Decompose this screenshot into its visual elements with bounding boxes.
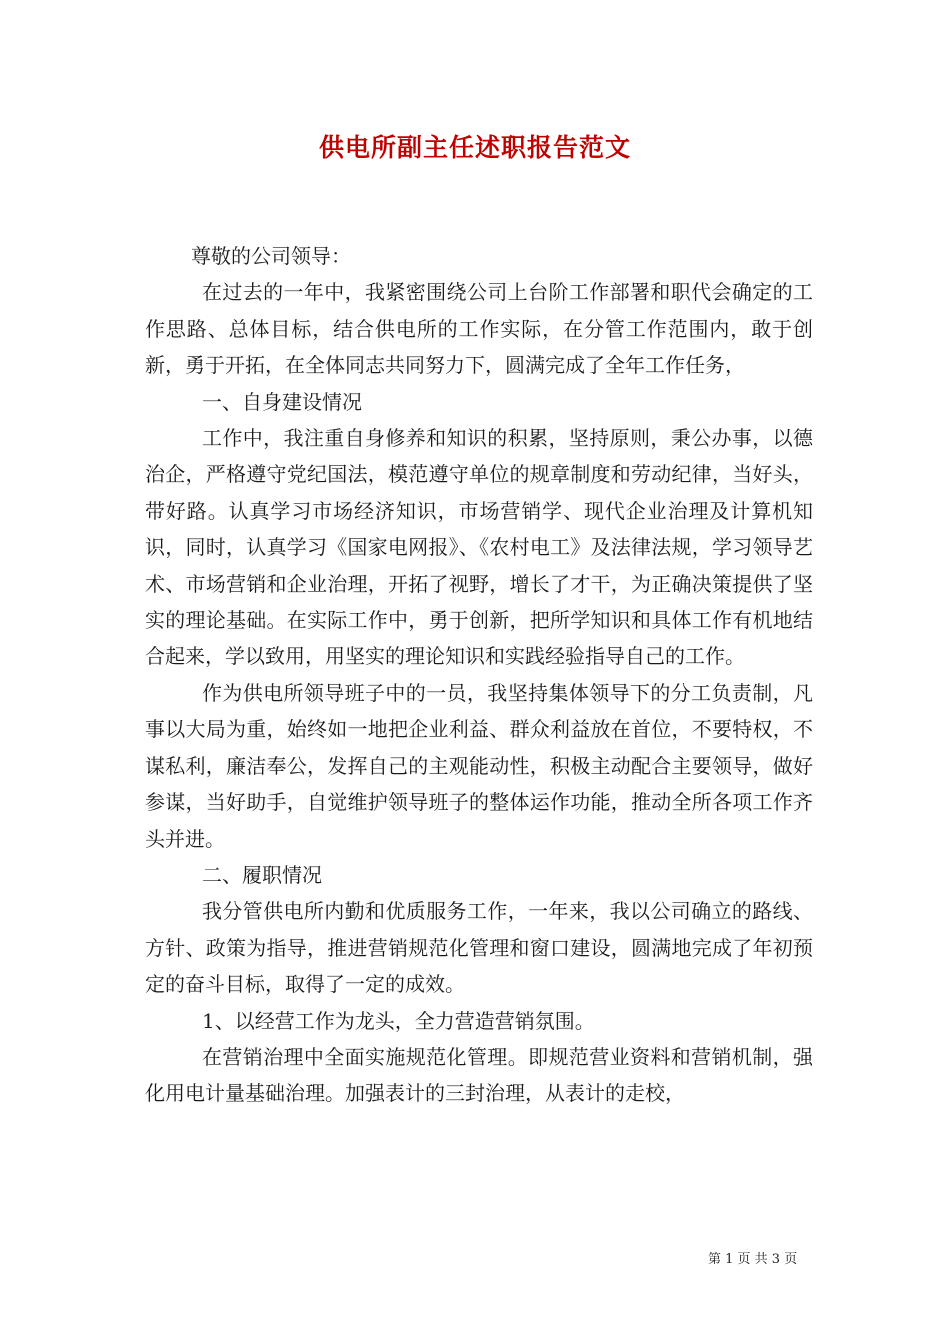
subheading-1: 1、以经营工作为龙头，全力营造营销氛围。 [202,1008,595,1033]
paragraph-intro: 在过去的一年中，我紧密围绕公司上台阶工作部署和职代会确定的工作思路、总体目标，结合供电所的工作实际，在分管工作范围内，敢于创新，勇于开拓，在全体同志共同努力下，圆满完成了全年工作任务， [145,280,813,378]
paragraph-duties: 我分管供电所内勤和优质服务工作，一年来，我以公司确立的路线、方针、政策为指导，推进营销规范化管理和窗口建设，圆满地完成了年初预定的奋斗目标，取得了一定的成效。 [145,899,813,997]
greeting: 尊敬的公司领导： [191,244,351,268]
paragraph-marketing: 在营销治理中全面实施规范化管理。即规范营业资料和营销机制，强化用电计量基础治理。加强表计的三封治理，从表计的走校， [145,1044,813,1106]
section-heading-1: 一、自身建设情况 [202,389,362,414]
paragraph-team-role: 作为供电所领导班子中的一员，我坚持集体领导下的分工负责制，凡事以大局为重，始终如一地把企业利益、群众利益放在首位，不要特权，不谋私利，廉洁奉公，发挥自己的主观能动性，积极主动配合主要领导，做好参谋，当好助手，自觉维护领导班子的整体运作功能，推动全所各项工作齐头并进。 [145,680,813,851]
paragraph-self-building: 工作中，我注重自身修养和知识的积累，坚持原则，秉公办事，以德治企，严格遵守党纪国法，模范遵守单位的规章制度和劳动纪律，当好头，带好路。认真学习市场经济知识，市场营销学、现代企业治理及计算机知识，同时，认真学习《国家电网报》、《农村电工》及法律法规，学习领导艺术、市场营销和企业治理，开拓了视野，增长了才干，为正确决策提供了坚实的理论基础。在实际工作中，勇于创新，把所学知识和具体工作有机地结合起来，学以致用，用坚实的理论知识和实践经验指导自己的工作。 [145,426,813,669]
section-heading-2: 二、履职情况 [202,862,322,887]
document-title: 供电所副主任述职报告范文 [318,133,631,162]
document-body [145,238,813,1112]
page-number: 第 1 页 共 3 页 [708,1252,798,1267]
